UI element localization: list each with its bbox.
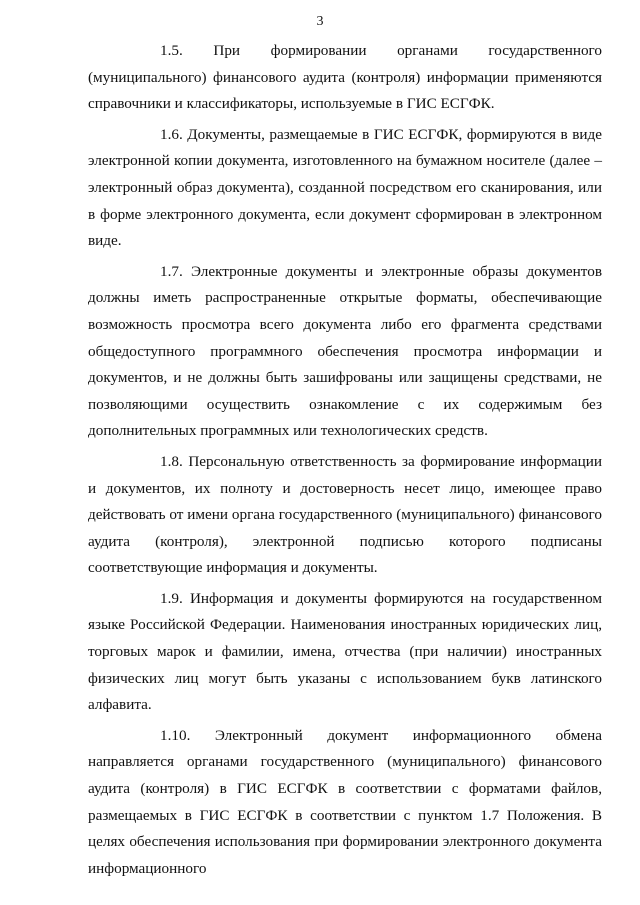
paragraph-1-9 (88, 586, 602, 719)
paragraph-text: При формировании органами государственного (муниципального) финансового аудита (контроля) информации применяются справочники и классификаторы, используемые в ГИС ЕСГФК. (88, 42, 602, 113)
paragraph-text: Информация и документы формируются на государственном языке Российской Федерации. Наименования иностранных юридических лиц, торговых марок и фамилии, имена, отчества (при наличии) иностранных физических лиц могут быть указаны с использованием букв латинского алфавита. (88, 589, 603, 714)
document-body (88, 38, 602, 882)
paragraph-1-5 (88, 38, 602, 118)
paragraph-1-10 (88, 723, 602, 883)
paragraph-1-6 (88, 122, 602, 255)
page-number: 3 (316, 14, 324, 29)
paragraph-number: 1.9. (160, 589, 183, 607)
paragraph-number: 1.6. (160, 125, 183, 143)
paragraph-1-7 (88, 259, 602, 445)
paragraph-number: 1.5. (160, 42, 183, 59)
paragraph-text: Электронный документ информационного обмена направляется органами государственного (муниципального) финансового аудита (контроля) в ГИС ЕСГФК в соответствии с форматами файлов, размещаемых в ГИС ЕСГФК в соответствии с пунктом 1.7 Положения. В целях обеспечения использования при формировании электронного документа информационного (88, 726, 602, 877)
paragraph-1-8 (88, 449, 602, 582)
paragraph-number: 1.8. (160, 452, 183, 470)
paragraph-number: 1.7. (160, 262, 183, 280)
paragraph-text: Документы, размещаемые в ГИС ЕСГФК, формируются в виде электронной копии документа, изготовленного на бумажном носителе (далее – электронный образ документа), созданной посредством его сканирования, или в форме электронного документа, если документ сформирован в электронном виде. (88, 125, 603, 250)
paragraph-text: Персональную ответственность за формирование информации и документов, их полноту и достоверность несет лицо, имеющее право действовать от имени органа государственного (муниципального) финансового аудита (контроля), электронной подписью которого подписаны соответствующие информация и документы. (88, 452, 602, 577)
paragraph-text: Электронные документы и электронные образы документов должны иметь распространенные открытые форматы, обеспечивающие возможность просмотра всего документа либо его фрагмента средствами общедоступного программного обеспечения просмотра информации и документов, и не должны быть зашифрованы или защищены средствами, не позволяющими осуществить ознакомление с их содержимым без дополнительных программных или технологических средств. (88, 262, 603, 440)
paragraph-number: 1.10. (160, 726, 191, 744)
